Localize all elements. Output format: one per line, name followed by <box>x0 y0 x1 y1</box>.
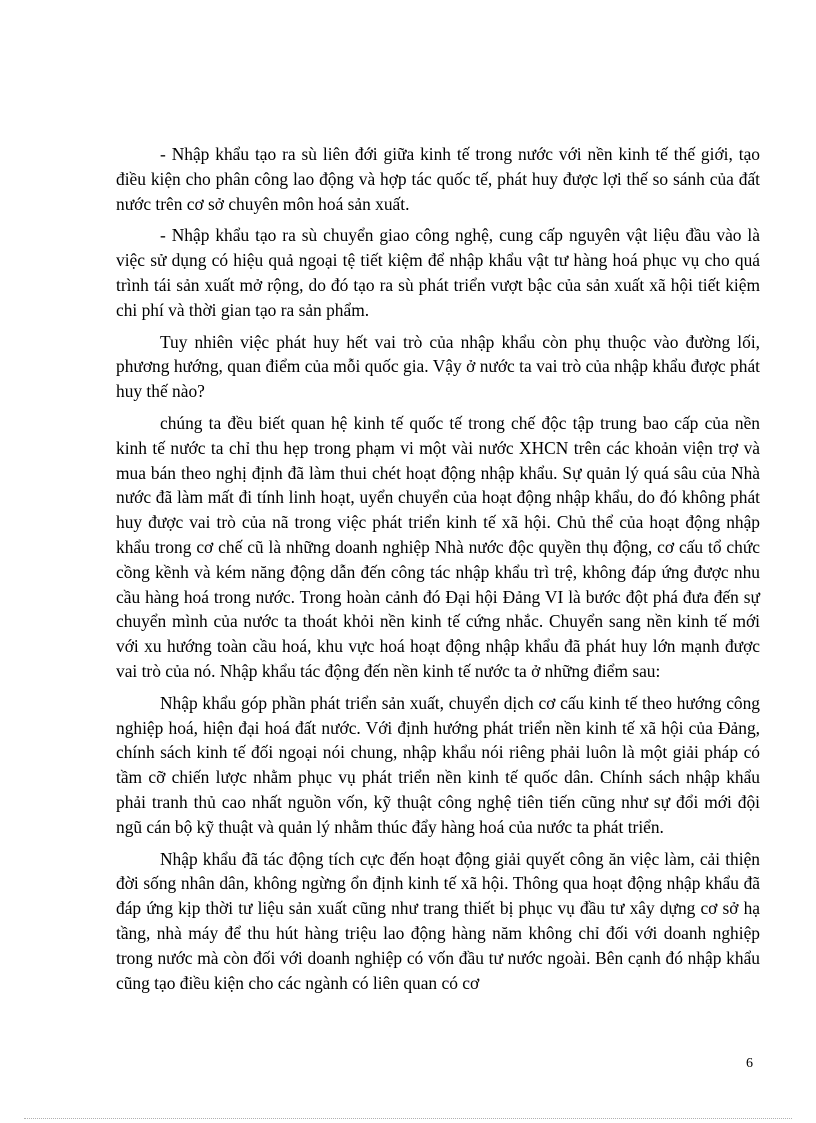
paragraph-3: Tuy nhiên việc phát huy hết vai trò của nhập khẩu còn phụ thuộc vào đường lối, phương hướng, quan điểm của mỗi quốc gia. Vậy ở nước ta vai trò của nhập khẩu được phát huy thế nào? <box>116 331 760 402</box>
paragraph-6: Nhập khẩu đã tác động tích cực đến hoạt động giải quyết công ăn việc làm, cải thiện đời sống nhân dân, không ngừng ổn định kinh tế xã hội. Thông qua hoạt động nhập khẩu đã đáp ứng kịp thời tư liệu sản xuất cũng như trang thiết bị phục vụ đầu tư xây dựng cơ sở hạ tầng, nhà máy để thu hút hàng triệu lao động hàng năm không chỉ đối với doanh nghiệp trong nước mà còn đối với doanh nghiệp có vốn đầu tư nước ngoài. Bên cạnh đó nhập khẩu cũng tạo điều kiện cho các ngành có liên quan có cơ <box>116 848 760 993</box>
paragraph-1: - Nhập khẩu tạo ra sù liên đới giữa kinh tế trong nước với nền kinh tế thế giới, tạo điều kiện cho phân công lao động và hợp tác quốc tế, phát huy được lợi thế so sánh của đất nước trên cơ sở chuyên môn hoá sản xuất. <box>116 144 760 214</box>
paragraph-5: Nhập khẩu góp phần phát triển sản xuất, chuyển dịch cơ cấu kinh tế theo hướng công nghiệp hoá, hiện đại hoá đất nước. Với định hướng phát triển nền kinh tế xã hội của Đảng, chính sách kinh tế đối ngoại nói chung, nhập khẩu nói riêng phải luôn là một giải pháp có tầm cỡ chiến lược nhằm phục vụ phát triển nền kinh tế quốc dân. Chính sách nhập khẩu phải tranh thủ cao nhất nguồn vốn, kỹ thuật công nghệ tiên tiến cũng như sự đổi mới đội ngũ cán bộ kỹ thuật và quản lý nhằm thúc đẩy hàng hoá của nước ta phát triển. <box>116 692 760 837</box>
paragraph-4: chúng ta đều biết quan hệ kinh tế quốc tế trong chế độc tập trung bao cấp của nền kinh tế nước ta chỉ thu hẹp trong phạm vi một vài nước XHCN trên các khoản viện trợ và mua bán theo nghị định đã làm thui chét hoạt động nhập khẩu. Sự quản lý quá sâu của Nhà nước đã làm mất đi tính linh hoạt, uyển chuyển của hoạt động nhập khẩu, do đó không phát huy được vai trò của nã trong việc phát triển kinh tế xã hội. Chủ thể của hoạt động nhập khẩu trong cơ chế cũ là những doanh nghiệp Nhà nước độc quyền thụ động, cơ cấu tổ chức cồng kềnh và kém năng động dẫn đến công tác nhập khẩu trì trệ, không đáp ứng được nhu cầu hàng hoá trong nước. Trong hoàn cảnh đó Đại hội Đảng VI là bước đột phá đưa đến sự chuyển mình của nước ta thoát khỏi nền kinh tế cứng nhắc. Chuyển sang nền kinh tế mới với xu hướng toàn cầu hoá, khu vực hoá hoạt động nhập khẩu đã phát huy lớn mạnh được vai trò của nó. Nhập khẩu tác động đến nền kinh tế nước ta ở những điểm sau: <box>116 412 760 681</box>
body-text <box>116 142 760 1002</box>
page-bottom-divider <box>24 1118 792 1119</box>
paragraph-2: - Nhập khẩu tạo ra sù chuyển giao công nghệ, cung cấp nguyên vật liệu đầu vào là việc sử dụng có hiệu quả ngoại tệ tiết kiệm để nhập khẩu vật tư hàng hoá phục vụ cho quá trình tái sản xuất mở rộng, do đó tạo ra sù phát triển vượt bậc của sản xuất xã hội tiết kiệm chi phí và thời gian tạo ra sản phẩm. <box>116 225 760 320</box>
page-number: 6 <box>746 1056 753 1071</box>
